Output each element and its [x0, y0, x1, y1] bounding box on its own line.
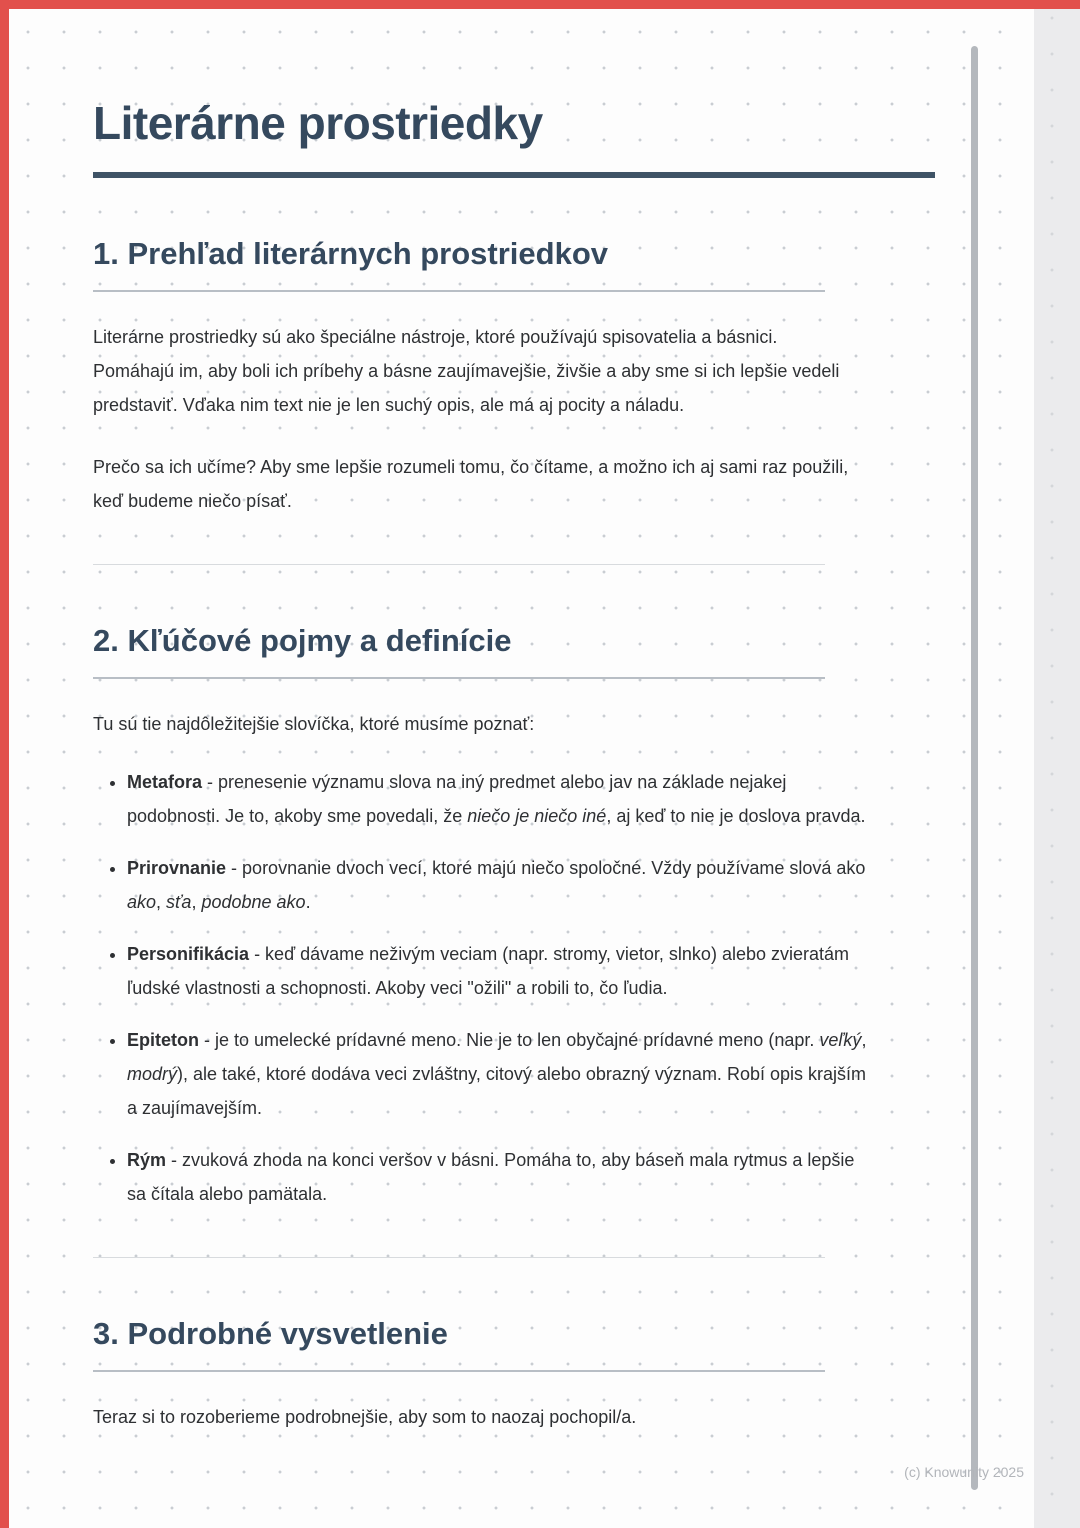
- list-item: [127, 937, 867, 1005]
- term-label: Rým: [127, 1150, 167, 1170]
- section-2-rule: [93, 677, 825, 679]
- section-1-paragraph: Literárne prostriedky sú ako špeciálne nástroje, ktoré používajú spisovatelia a básnici. Pomáhajú im, aby boli ich príbehy a básne zaujímavejšie, živšie a aby sme si ich lepšie vedeli predstaviť. Vďaka nim text nie je len suchý opis, ale má aj pocity a náladu.: [93, 327, 840, 415]
- term-text: , aj keď to nie je doslova pravda.: [606, 806, 866, 826]
- definitions-list: [93, 765, 867, 1211]
- term-text-italic: veľký: [819, 1030, 862, 1050]
- term-text-italic: niečo je niečo iné: [467, 806, 607, 826]
- section-3-rule: [93, 1370, 825, 1372]
- term-text: ,: [861, 1030, 867, 1050]
- list-item: [127, 765, 867, 833]
- term-label: Epiteton: [127, 1030, 199, 1050]
- page-title: Literárne prostriedky: [93, 97, 543, 149]
- section-3-paragraph: Teraz si to rozoberieme podrobnejšie, aby som to naozaj pochopil/a.: [93, 1407, 637, 1427]
- left-accent-border: [0, 0, 9, 1528]
- top-accent-border: [0, 0, 1080, 9]
- section-2-intro: Tu sú tie najdôležitejšie slovíčka, ktoré musíme poznať:: [93, 714, 535, 734]
- copyright-watermark: (c) Knowunity 2025: [904, 1464, 1024, 1480]
- term-text: ,: [191, 892, 202, 912]
- term-text-italic: ako: [127, 892, 157, 912]
- scrollbar-thumb[interactable]: [971, 46, 978, 1490]
- section-1-heading: 1. Prehľad literárnych prostriedkov: [93, 236, 609, 271]
- title-divider: [93, 172, 935, 178]
- term-text: - je to umelecké prídavné meno. Nie je to len obyčajné prídavné meno (napr.: [199, 1030, 820, 1050]
- document-content: [93, 0, 935, 1434]
- term-text: ,: [156, 892, 167, 912]
- list-item: [127, 851, 867, 919]
- term-text: - zvuková zhoda na konci veršov v básni. Pomáha to, aby báseň mala rytmus a lepšie sa čítala alebo pamätala.: [127, 1150, 855, 1204]
- term-label: Prirovnanie: [127, 858, 227, 878]
- section-1-rule: [93, 290, 825, 292]
- term-label: Metafora: [127, 772, 203, 792]
- right-side-panel: [1034, 0, 1080, 1528]
- section-2-heading: 2. Kľúčové pojmy a definície: [93, 623, 512, 658]
- list-item: [127, 1143, 867, 1211]
- term-text: ), ale také, ktoré dodáva veci zvláštny, citový alebo obrazný význam. Robí opis krajším a zaujímavejším.: [127, 1064, 866, 1118]
- term-text: - keď dávame neživým veciam (napr. stromy, vietor, slnko) alebo zvieratám ľudské vlastnosti a schopnosti. Akoby veci "ožili" a robili to, čo ľudia.: [127, 944, 850, 998]
- term-text-italic: podobne ako: [201, 892, 306, 912]
- term-text-italic: sťa: [166, 892, 192, 912]
- term-label: Personifikácia: [127, 944, 250, 964]
- term-text: .: [305, 892, 311, 912]
- term-text: - porovnanie dvoch vecí, ktoré majú niečo spoločné. Vždy používame slová ako: [226, 858, 866, 878]
- term-text: - prenesenie významu slova na iný predmet alebo jav na základe nejakej podobnosti. Je to, akoby sme povedali, že: [127, 772, 787, 826]
- term-text-italic: modrý: [127, 1064, 178, 1084]
- section-divider: [93, 1257, 825, 1258]
- section-divider: [93, 564, 825, 565]
- list-item: [127, 1023, 867, 1125]
- section-1-paragraph: Prečo sa ich učíme? Aby sme lepšie rozumeli tomu, čo čítame, a možno ich aj sami raz použili, keď budeme niečo písať.: [93, 457, 849, 511]
- section-3-heading: 3. Podrobné vysvetlenie: [93, 1316, 448, 1351]
